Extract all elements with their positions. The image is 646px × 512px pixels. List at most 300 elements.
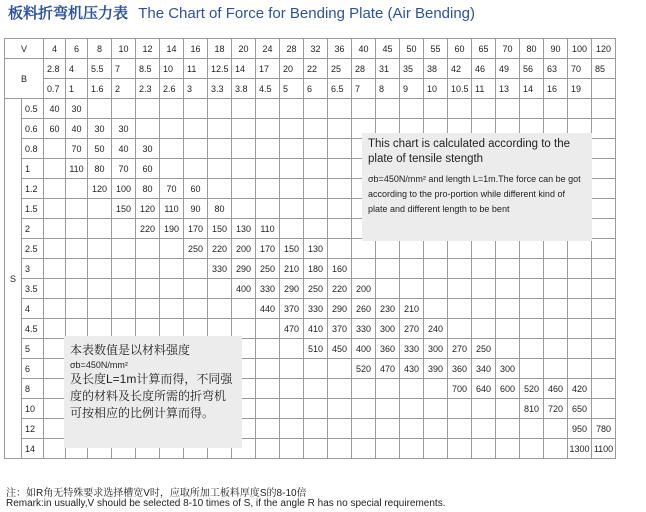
force-cell bbox=[44, 199, 66, 219]
v-header-cell: 10 bbox=[112, 39, 136, 59]
force-cell bbox=[232, 99, 256, 119]
force-cell bbox=[304, 99, 328, 119]
force-cell: 470 bbox=[280, 319, 304, 339]
b-value-cell: 85 bbox=[592, 59, 616, 79]
force-cell: 390 bbox=[424, 359, 448, 379]
force-cell bbox=[472, 299, 496, 319]
force-cell bbox=[112, 219, 136, 239]
b-value-cell: 17 bbox=[256, 59, 280, 79]
force-cell bbox=[44, 219, 66, 239]
force-cell bbox=[568, 279, 592, 299]
s-value-cell: 10 bbox=[22, 399, 44, 419]
force-cell: 330 bbox=[304, 299, 328, 319]
remark-english: Remark:in usually,V should be selected 8-10 times of S, if the angle R has no special requirements. bbox=[6, 498, 446, 509]
force-cell: 70 bbox=[112, 159, 136, 179]
force-cell bbox=[496, 319, 520, 339]
force-cell: 300 bbox=[376, 319, 400, 339]
force-cell bbox=[160, 239, 184, 259]
b-value-cell: 35 bbox=[400, 59, 424, 79]
force-cell: 170 bbox=[256, 239, 280, 259]
force-cell bbox=[280, 219, 304, 239]
force-cell bbox=[304, 439, 328, 459]
force-cell bbox=[520, 359, 544, 379]
force-cell: 250 bbox=[184, 239, 208, 259]
force-cell bbox=[352, 399, 376, 419]
b-value-cell: 38 bbox=[424, 59, 448, 79]
force-cell bbox=[448, 259, 472, 279]
force-cell: 150 bbox=[112, 199, 136, 219]
force-cell: 1100 bbox=[592, 439, 616, 459]
force-cell bbox=[136, 239, 160, 259]
b-value-cell: 28 bbox=[352, 59, 376, 79]
force-cell: 330 bbox=[400, 339, 424, 359]
force-cell bbox=[112, 239, 136, 259]
force-cell bbox=[352, 379, 376, 399]
force-cell bbox=[184, 299, 208, 319]
force-cell: 30 bbox=[112, 119, 136, 139]
force-cell: 200 bbox=[232, 239, 256, 259]
force-cell: 40 bbox=[44, 99, 66, 119]
force-cell bbox=[232, 179, 256, 199]
force-cell: 700 bbox=[448, 379, 472, 399]
force-cell bbox=[424, 379, 448, 399]
force-cell bbox=[256, 379, 280, 399]
force-cell bbox=[544, 319, 568, 339]
force-cell: 240 bbox=[424, 319, 448, 339]
force-cell bbox=[66, 179, 88, 199]
force-cell: 70 bbox=[66, 139, 88, 159]
v-header-cell: 4 bbox=[44, 39, 66, 59]
force-cell: 40 bbox=[66, 119, 88, 139]
force-cell: 330 bbox=[208, 259, 232, 279]
b-value-cell: 20 bbox=[280, 59, 304, 79]
force-cell bbox=[44, 179, 66, 199]
force-cell bbox=[184, 159, 208, 179]
force-cell bbox=[424, 299, 448, 319]
v-header-cell: 18 bbox=[208, 39, 232, 59]
s-value-cell: 2 bbox=[22, 219, 44, 239]
force-cell bbox=[328, 359, 352, 379]
s-value-cell: 1.2 bbox=[22, 179, 44, 199]
force-cell bbox=[592, 339, 616, 359]
force-cell: 200 bbox=[352, 279, 376, 299]
force-cell: 300 bbox=[496, 359, 520, 379]
force-cell bbox=[592, 319, 616, 339]
force-cell bbox=[496, 399, 520, 419]
b-value-cell: 9 bbox=[400, 79, 424, 99]
force-cell bbox=[280, 359, 304, 379]
force-cell bbox=[328, 199, 352, 219]
force-cell: 100 bbox=[112, 179, 136, 199]
force-cell bbox=[376, 379, 400, 399]
force-cell: 30 bbox=[66, 99, 88, 119]
force-cell: 600 bbox=[496, 379, 520, 399]
s-value-cell: 2.5 bbox=[22, 239, 44, 259]
force-cell bbox=[448, 99, 472, 119]
force-cell: 360 bbox=[448, 359, 472, 379]
force-cell bbox=[304, 359, 328, 379]
force-cell bbox=[44, 419, 66, 439]
force-cell bbox=[592, 399, 616, 419]
force-cell bbox=[520, 239, 544, 259]
force-cell bbox=[44, 279, 66, 299]
force-cell bbox=[400, 439, 424, 459]
force-cell bbox=[44, 139, 66, 159]
force-cell bbox=[424, 99, 448, 119]
force-cell bbox=[66, 299, 88, 319]
force-cell bbox=[448, 299, 472, 319]
force-cell bbox=[520, 439, 544, 459]
force-cell bbox=[376, 279, 400, 299]
s-value-cell: 4.5 bbox=[22, 319, 44, 339]
force-cell bbox=[352, 239, 376, 259]
v-header-cell: 24 bbox=[256, 39, 280, 59]
force-cell bbox=[400, 99, 424, 119]
v-header-cell: 6 bbox=[66, 39, 88, 59]
force-cell bbox=[160, 119, 184, 139]
table-row bbox=[5, 259, 616, 279]
b-value-cell: 13 bbox=[496, 79, 520, 99]
v-header-cell: 90 bbox=[544, 39, 568, 59]
force-cell bbox=[472, 419, 496, 439]
force-cell bbox=[424, 259, 448, 279]
force-cell: 220 bbox=[328, 279, 352, 299]
force-cell bbox=[256, 399, 280, 419]
force-cell: 410 bbox=[304, 319, 328, 339]
force-cell: 460 bbox=[544, 379, 568, 399]
chinese-note-line1: 本表数值是以材料强度 bbox=[70, 343, 191, 357]
v-header-cell: 8 bbox=[88, 39, 112, 59]
force-cell bbox=[448, 399, 472, 419]
force-cell bbox=[44, 399, 66, 419]
force-cell: 440 bbox=[256, 299, 280, 319]
b-value-cell: 0.7 bbox=[44, 79, 66, 99]
force-cell: 1300 bbox=[568, 439, 592, 459]
force-cell bbox=[208, 299, 232, 319]
b-value-cell: 1 bbox=[66, 79, 88, 99]
table-row bbox=[5, 99, 616, 119]
s-value-cell: 0.8 bbox=[22, 139, 44, 159]
force-cell bbox=[496, 339, 520, 359]
v-header-cell: 16 bbox=[184, 39, 208, 59]
force-cell bbox=[256, 159, 280, 179]
force-cell bbox=[280, 439, 304, 459]
force-cell bbox=[376, 439, 400, 459]
force-cell bbox=[544, 419, 568, 439]
force-cell: 60 bbox=[44, 119, 66, 139]
force-cell: 160 bbox=[328, 259, 352, 279]
b-value-cell: 12.5 bbox=[208, 59, 232, 79]
force-cell bbox=[304, 159, 328, 179]
force-cell: 90 bbox=[184, 199, 208, 219]
force-cell bbox=[568, 259, 592, 279]
force-cell bbox=[544, 339, 568, 359]
force-cell bbox=[208, 179, 232, 199]
force-cell bbox=[592, 139, 616, 159]
table-row bbox=[5, 299, 616, 319]
force-cell bbox=[136, 299, 160, 319]
force-cell bbox=[448, 319, 472, 339]
force-cell: 370 bbox=[328, 319, 352, 339]
force-cell bbox=[232, 139, 256, 159]
force-cell bbox=[160, 299, 184, 319]
force-cell bbox=[44, 299, 66, 319]
force-cell: 120 bbox=[136, 199, 160, 219]
force-cell bbox=[112, 279, 136, 299]
force-cell bbox=[44, 339, 66, 359]
header-row-b1 bbox=[5, 59, 616, 79]
english-note-line2: σb=450N/mm² and length L=1m.The force can be got according to the pro-portion while different kind of plate and different length to be bent bbox=[368, 174, 581, 214]
force-cell: 110 bbox=[160, 199, 184, 219]
force-cell bbox=[304, 179, 328, 199]
force-cell: 520 bbox=[520, 379, 544, 399]
force-cell: 190 bbox=[160, 219, 184, 239]
force-cell: 80 bbox=[88, 159, 112, 179]
force-cell bbox=[400, 259, 424, 279]
v-header-cell: 70 bbox=[496, 39, 520, 59]
force-cell: 150 bbox=[280, 239, 304, 259]
force-cell: 650 bbox=[568, 399, 592, 419]
s-value-cell: 0.5 bbox=[22, 99, 44, 119]
s-value-cell: 1 bbox=[22, 159, 44, 179]
force-cell bbox=[256, 139, 280, 159]
v-header-cell: 28 bbox=[280, 39, 304, 59]
s-value-cell: 0.6 bbox=[22, 119, 44, 139]
force-cell: 510 bbox=[304, 339, 328, 359]
force-cell bbox=[376, 259, 400, 279]
header-row-b2 bbox=[5, 79, 616, 99]
force-cell bbox=[520, 319, 544, 339]
force-cell bbox=[544, 359, 568, 379]
force-cell bbox=[256, 119, 280, 139]
b-value-cell: 7 bbox=[112, 59, 136, 79]
s-value-cell: 3 bbox=[22, 259, 44, 279]
b-value-cell: 42 bbox=[448, 59, 472, 79]
force-cell bbox=[520, 99, 544, 119]
force-cell: 950 bbox=[568, 419, 592, 439]
chinese-note-line2: σb=450N/mm² bbox=[70, 360, 128, 370]
force-cell: 330 bbox=[256, 279, 280, 299]
force-cell: 130 bbox=[232, 219, 256, 239]
force-cell: 270 bbox=[400, 319, 424, 339]
force-cell bbox=[496, 239, 520, 259]
force-cell bbox=[568, 99, 592, 119]
force-cell bbox=[568, 359, 592, 379]
force-cell bbox=[520, 419, 544, 439]
force-cell bbox=[448, 239, 472, 259]
force-cell: 340 bbox=[472, 359, 496, 379]
force-cell bbox=[88, 299, 112, 319]
b-value-cell: 1.6 bbox=[88, 79, 112, 99]
v-header-cell: 80 bbox=[520, 39, 544, 59]
v-header-cell: 12 bbox=[136, 39, 160, 59]
v-header-cell: 100 bbox=[568, 39, 592, 59]
force-cell: 270 bbox=[448, 339, 472, 359]
chinese-note bbox=[64, 336, 242, 448]
force-cell bbox=[160, 99, 184, 119]
force-cell bbox=[44, 439, 66, 459]
force-cell: 400 bbox=[232, 279, 256, 299]
force-cell: 250 bbox=[304, 279, 328, 299]
force-cell bbox=[424, 419, 448, 439]
force-cell: 50 bbox=[88, 139, 112, 159]
force-cell bbox=[44, 319, 66, 339]
force-cell bbox=[88, 239, 112, 259]
v-header-cell: 65 bbox=[472, 39, 496, 59]
force-cell bbox=[44, 379, 66, 399]
force-cell: 110 bbox=[256, 219, 280, 239]
force-cell bbox=[352, 99, 376, 119]
force-cell: 80 bbox=[208, 199, 232, 219]
force-cell: 210 bbox=[400, 299, 424, 319]
force-cell bbox=[160, 159, 184, 179]
b-value-cell: 5 bbox=[280, 79, 304, 99]
v-header-cell: 60 bbox=[448, 39, 472, 59]
force-cell bbox=[184, 259, 208, 279]
force-cell: 150 bbox=[208, 219, 232, 239]
force-cell bbox=[280, 99, 304, 119]
b-value-cell: 19 bbox=[568, 79, 592, 99]
table-row bbox=[5, 279, 616, 299]
force-cell bbox=[520, 279, 544, 299]
force-cell bbox=[376, 419, 400, 439]
force-cell bbox=[66, 239, 88, 259]
force-cell bbox=[160, 139, 184, 159]
v-header-cell: 36 bbox=[328, 39, 352, 59]
force-cell bbox=[496, 279, 520, 299]
s-value-cell: 3.5 bbox=[22, 279, 44, 299]
s-value-cell: 5 bbox=[22, 339, 44, 359]
force-cell bbox=[496, 299, 520, 319]
force-cell bbox=[448, 419, 472, 439]
force-cell: 360 bbox=[376, 339, 400, 359]
force-cell: 30 bbox=[136, 139, 160, 159]
force-cell bbox=[400, 279, 424, 299]
b-value-cell: 4.5 bbox=[256, 79, 280, 99]
b-value-cell: 2.8 bbox=[44, 59, 66, 79]
force-cell bbox=[88, 199, 112, 219]
force-cell bbox=[44, 239, 66, 259]
force-cell: 250 bbox=[472, 339, 496, 359]
force-cell: 430 bbox=[400, 359, 424, 379]
force-cell bbox=[256, 359, 280, 379]
force-cell bbox=[160, 259, 184, 279]
force-cell bbox=[544, 439, 568, 459]
b-value-cell: 11 bbox=[184, 59, 208, 79]
remark-chinese: 注：如R角无特殊要求选择槽宽V时，应取所加工板料厚度S的8-10倍 bbox=[6, 488, 307, 499]
force-cell bbox=[328, 179, 352, 199]
english-note-line1: This chart is calculated according to the plate of tensile stength bbox=[368, 138, 570, 165]
force-cell: 230 bbox=[376, 299, 400, 319]
force-cell bbox=[592, 159, 616, 179]
s-value-cell: 6 bbox=[22, 359, 44, 379]
force-cell bbox=[496, 99, 520, 119]
force-cell: 220 bbox=[208, 239, 232, 259]
force-cell: 780 bbox=[592, 419, 616, 439]
force-cell bbox=[544, 279, 568, 299]
force-cell bbox=[44, 159, 66, 179]
force-cell bbox=[376, 399, 400, 419]
force-cell bbox=[472, 439, 496, 459]
force-cell: 810 bbox=[520, 399, 544, 419]
b-value-cell bbox=[592, 79, 616, 99]
s-label: S bbox=[5, 99, 22, 459]
b-value-cell: 31 bbox=[376, 59, 400, 79]
b-value-cell: 2 bbox=[112, 79, 136, 99]
force-cell bbox=[592, 199, 616, 219]
force-cell: 220 bbox=[136, 219, 160, 239]
force-cell: 260 bbox=[352, 299, 376, 319]
b-value-cell: 2.3 bbox=[136, 79, 160, 99]
force-cell bbox=[256, 99, 280, 119]
force-cell bbox=[66, 259, 88, 279]
force-cell bbox=[496, 419, 520, 439]
force-cell: 110 bbox=[66, 159, 88, 179]
force-cell bbox=[256, 439, 280, 459]
b-value-cell: 49 bbox=[496, 59, 520, 79]
force-cell bbox=[568, 299, 592, 319]
force-cell bbox=[328, 379, 352, 399]
v-header-cell: 45 bbox=[376, 39, 400, 59]
force-cell bbox=[568, 339, 592, 359]
force-cell: 130 bbox=[304, 239, 328, 259]
force-cell bbox=[44, 259, 66, 279]
v-header-cell: 32 bbox=[304, 39, 328, 59]
force-cell bbox=[472, 279, 496, 299]
force-cell bbox=[568, 319, 592, 339]
b-value-cell: 70 bbox=[568, 59, 592, 79]
s-value-cell: 8 bbox=[22, 379, 44, 399]
b-value-cell: 3 bbox=[184, 79, 208, 99]
force-cell bbox=[592, 299, 616, 319]
v-label: V bbox=[5, 39, 44, 59]
force-cell bbox=[112, 259, 136, 279]
force-cell bbox=[328, 399, 352, 419]
force-cell: 720 bbox=[544, 399, 568, 419]
chinese-note-line3: 及长度L=1m计算而得，不同强度的材料及长度所需的折弯机可按相应的比例计算而得。 bbox=[70, 372, 233, 420]
force-cell bbox=[592, 179, 616, 199]
force-cell bbox=[208, 139, 232, 159]
force-cell bbox=[88, 99, 112, 119]
force-cell bbox=[352, 259, 376, 279]
force-cell bbox=[232, 199, 256, 219]
b-value-cell: 8 bbox=[376, 79, 400, 99]
force-cell bbox=[88, 279, 112, 299]
force-cell bbox=[520, 299, 544, 319]
v-header-cell: 120 bbox=[592, 39, 616, 59]
force-cell: 60 bbox=[136, 159, 160, 179]
force-cell bbox=[592, 279, 616, 299]
force-cell bbox=[112, 299, 136, 319]
b-value-cell: 10.5 bbox=[448, 79, 472, 99]
force-cell: 470 bbox=[376, 359, 400, 379]
force-cell: 400 bbox=[352, 339, 376, 359]
b-value-cell: 63 bbox=[544, 59, 568, 79]
force-cell bbox=[136, 259, 160, 279]
force-cell: 120 bbox=[88, 179, 112, 199]
b-value-cell: 10 bbox=[160, 59, 184, 79]
force-cell bbox=[472, 319, 496, 339]
force-cell bbox=[520, 339, 544, 359]
force-cell bbox=[256, 179, 280, 199]
v-header-cell: 50 bbox=[400, 39, 424, 59]
force-cell: 330 bbox=[352, 319, 376, 339]
force-cell: 290 bbox=[280, 279, 304, 299]
force-cell bbox=[472, 259, 496, 279]
force-cell: 170 bbox=[184, 219, 208, 239]
force-cell bbox=[66, 279, 88, 299]
force-cell bbox=[280, 139, 304, 159]
